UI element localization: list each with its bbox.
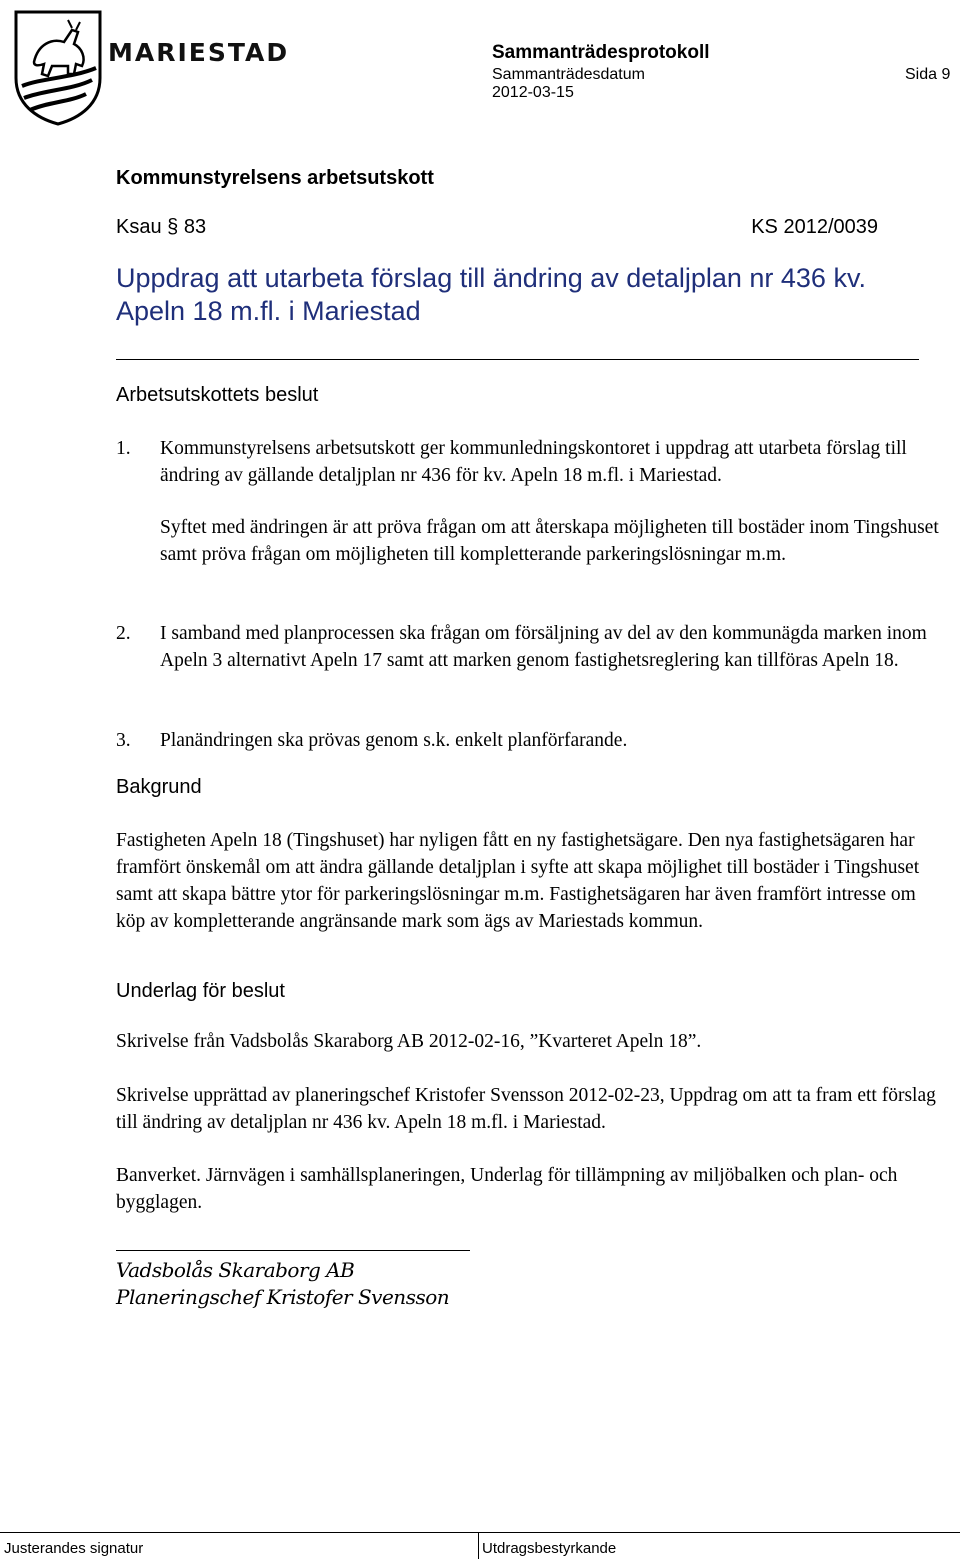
decision-item-number: 1. xyxy=(116,438,131,459)
distribution-recipient: Planeringschef Kristofer Svensson xyxy=(116,1285,450,1309)
page-title: Uppdrag att utarbeta förslag till ändring av detaljplan nr 436 kv. Apeln 18 m.fl. i Mariestad xyxy=(116,263,866,326)
basis-heading: Underlag för beslut xyxy=(116,980,285,1002)
decision-item-text: Kommunstyrelsens arbetsutskott ger kommunledningskontoret i uppdrag att utarbeta förslag till ändring av gällande detaljplan nr 436 för kv. Apeln 18 m.fl. i Mariestad. xyxy=(160,438,907,486)
paragraph-reference: Ksau § 83 xyxy=(116,216,207,238)
extract-certification-label: Utdragsbestyrkande xyxy=(482,1540,617,1557)
basis-item: Skrivelse upprättad av planeringschef Kristofer Svensson 2012-02-23, Uppdrag om att ta fram ett förslag till ändring av detaljplan nr 436 kv. Apeln 18 m.fl. i Mariestad. xyxy=(116,1085,936,1133)
distribution-recipient: Vadsbolås Skaraborg AB xyxy=(116,1258,355,1282)
distribution-divider xyxy=(116,1250,470,1251)
adjuster-signature-label: Justerandes signatur xyxy=(4,1540,144,1557)
decision-item-number: 2. xyxy=(116,623,131,644)
decision-item-purpose: Syftet med ändringen är att pröva frågan om att återskapa möjligheten till bostäder inom Tingshuset samt pröva frågan om möjligheten till kompletterande parkeringslösningar m.m. xyxy=(160,517,939,565)
case-number: KS 2012/0039 xyxy=(751,216,878,238)
decision-heading: Arbetsutskottets beslut xyxy=(116,384,319,406)
decision-item-text: I samband med planprocessen ska frågan om försäljning av del av den kommunägda marken inom Apeln 3 alternativt Apeln 17 samt att marken genom fastighetsreglering kan tillföras Apeln 18. xyxy=(160,623,927,671)
committee-name: Kommunstyrelsens arbetsutskott xyxy=(116,167,434,189)
footer-divider xyxy=(0,1532,960,1533)
meeting-date-label: Sammanträdesdatum xyxy=(492,66,645,83)
decision-item-number: 3. xyxy=(116,730,131,751)
municipality-logo-text: MARIESTAD xyxy=(108,38,290,67)
basis-item: Banverket. Järnvägen i samhällsplaneringen, Underlag för tillämpning av miljöbalken och plan- och bygglagen. xyxy=(116,1165,898,1213)
document-type: Sammanträdesprotokoll xyxy=(492,42,710,63)
background-text: Fastigheten Apeln 18 (Tingshuset) har nyligen fått en ny fastighetsägare. Den nya fastighetsägaren har framfört önskemål om att ändra gällande detaljplan i syfte att skapa möjlighet till bostäder i Tingshuset samt att skapa bättre ytor för parkeringslösningar m.m. Fastighetsägaren har även framfört intresse om köp av kompletterande angränsande mark som ägs av Mariestads kommun. xyxy=(116,830,920,932)
meeting-date: 2012-03-15 xyxy=(492,84,574,101)
basis-item: Skrivelse från Vadsbolås Skaraborg AB 2012-02-16, ”Kvarteret Apeln 18”. xyxy=(116,1031,702,1052)
municipal-crest-icon xyxy=(12,8,104,126)
title-divider xyxy=(116,359,919,360)
decision-item-text: Planändringen ska prövas genom s.k. enkelt planförfarande. xyxy=(160,730,628,751)
background-heading: Bakgrund xyxy=(116,776,202,798)
footer-column-divider xyxy=(478,1532,479,1559)
page-number: Sida 9 xyxy=(905,66,951,83)
